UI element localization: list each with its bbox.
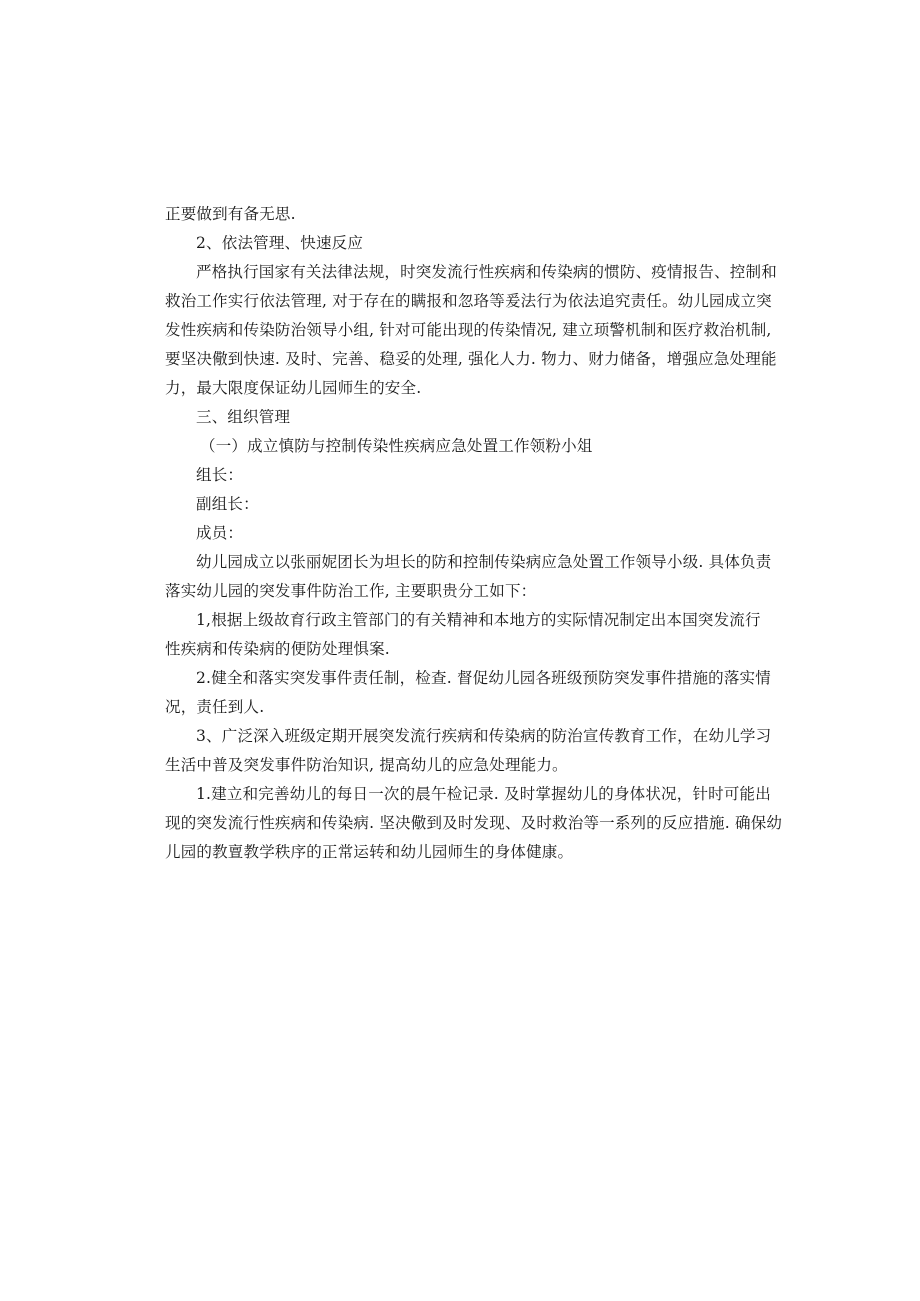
text-line: 况，责任到人. — [165, 698, 265, 716]
text-line: 1.建立和完善幼儿的每日一次的晨午检记录. 及时掌握幼儿的身体状况，针时可能出 — [196, 785, 771, 803]
text-line: 生活中普及突发事件防治知识, 提高幼儿的应急处理能力。 — [165, 756, 568, 774]
text-line: 要坚决儆到快速. 及时、完善、稳妥的处理, 强化人力. 物力、财力储备，增强应急处理能 — [165, 350, 777, 368]
text-line: （一）成立慎防与控制传染性疾病应急处置工作领粉小俎 — [200, 437, 593, 455]
text-line: 三、组织管理 — [196, 408, 291, 426]
text-line: 组长： — [196, 466, 244, 484]
text-line: 2、依法管理、快速反应 — [196, 234, 364, 252]
text-line: 严格执行国家有关法律法规，时突发流行性疾病和传染病的惯防、疫情报告、控制和 — [196, 263, 777, 281]
text-line: 幼儿园成立以张丽妮团长为坦长的防和控制传染病应急处置工作领导小级. 具体负责 — [196, 553, 772, 571]
text-line: 1,根据上级故育行政主管部门的有关精神和本地方的实际情况制定出本国突发流行 — [196, 611, 761, 629]
text-line: 力，最大限度保证幼儿园师生的安全. — [165, 379, 422, 397]
text-line: 现的突发流行性疾病和传染病. 坚决儆到及时发现、及时救治等一系列的反应措施. 确保幼 — [165, 814, 783, 832]
document-body — [165, 200, 783, 867]
text-line: 儿园的教亶教学秩序的正常运转和幼儿园师生的身体健康。 — [165, 843, 574, 861]
text-line: 3、广泛深入班级定期开展突发流行疾病和传染病的防治宣传教育工作，在幼儿学习 — [196, 727, 772, 745]
text-line: 落实幼儿园的突发事件防治工作, 主要职贵分工如下： — [165, 582, 537, 600]
text-line: 救治工作实行依法管理, 对于存在的瞒报和忽珞等爰法行为依法追究责任。幼儿园成立突 — [165, 292, 772, 310]
text-line: 发性疾病和传染防治领导小组, 针对可能出现的传染情况, 建立顼警机制和医疗救治机制, — [165, 321, 772, 339]
text-line: 成员： — [196, 524, 244, 542]
text-line: 正要做到有备无思. — [165, 205, 296, 223]
text-line: 副组长： — [196, 495, 259, 513]
text-line: 2.健全和落实突发事件责任制，检查. 督促幼儿园各班级预防突发事件措施的落实情 — [196, 669, 771, 687]
text-line: 性疾病和传染病的便防处理惧案. — [165, 640, 390, 658]
